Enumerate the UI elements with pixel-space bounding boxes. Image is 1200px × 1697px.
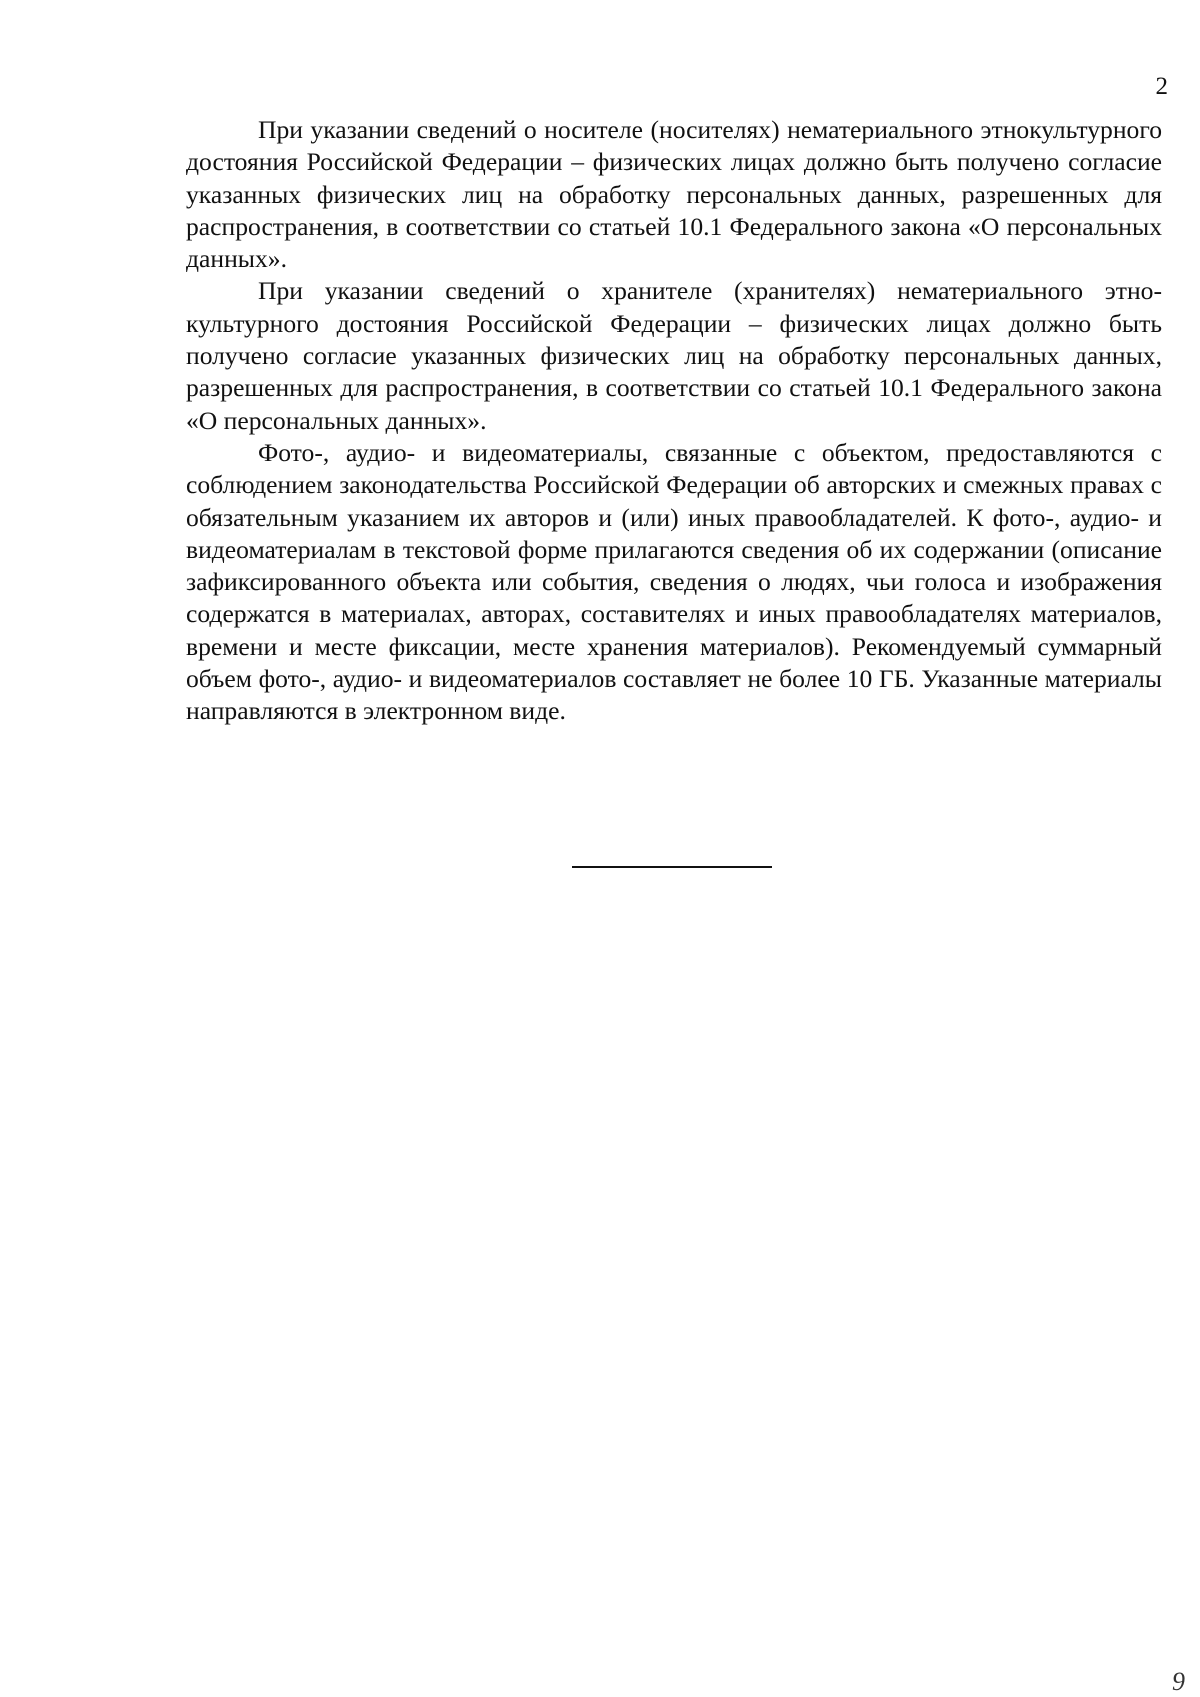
paragraph-media-materials: Фото-, аудио- и видеоматериалы, связанные с объектом, предоставляются с соблюдением законодательства Российской Федерации об авторских и смежных правах с обязательным указанием их авторов и (или) иных правообладателей. К фото-, аудио- и видеоматериалам в текстовой форме прилагаются сведения об их содержании (описание зафиксированного объекта или события, сведения о людях, чьи голоса и изображения содержатся в материалах, авторах, составителях и иных правообладателях материалов, времени и месте фиксации, месте хранения материалов). Рекомендуемый суммарный объем фото-, аудио- и видеоматериалов составляет не более 10 ГБ. Указанные материалы направляются в электронном виде.	[186, 437, 1162, 726]
paragraph-keepers-consent: При указании сведений о хранителе (хранителях) нематериального этнокультурного достояния Российской Федерации – физических лицах должно быть получено согласие указанных физических лиц на обработку персональных данных, разрешенных для распространения, в соответствии со статьей 10.1 Федерального закона «О персональных данных».	[186, 276, 1162, 435]
paragraph-carriers-consent: При указании сведений о носителе (носителях) нематериального этнокультурного достояния Российской Федерации – физических лицах должно быть получено согласие указанных физических лиц на обработку персональных данных, разрешенных для распространения, в соответствии со статьей 10.1 Федерального закона «О персональных данных».	[186, 115, 1162, 274]
document-body	[186, 114, 1162, 728]
end-of-document-line	[572, 866, 772, 868]
corner-handwritten-mark: 9	[1172, 1667, 1185, 1696]
page-number: 2	[1155, 73, 1168, 100]
